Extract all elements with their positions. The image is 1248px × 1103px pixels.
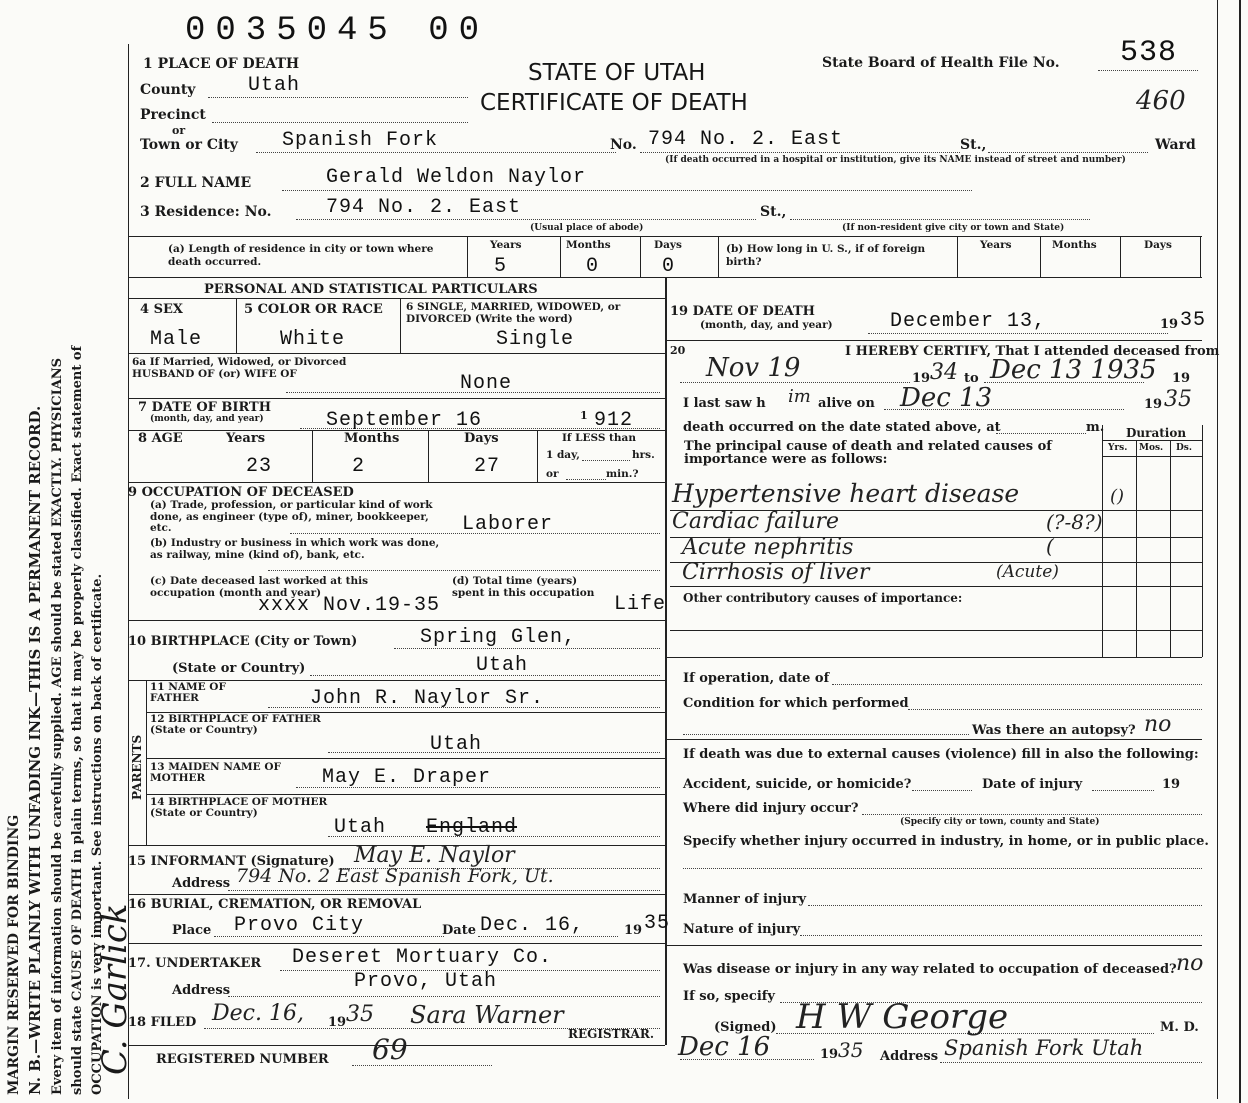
last-saw-year: 35 [1164,387,1192,412]
attended-from-year-prefix: 19 [912,371,931,386]
age-years-header: Years [226,431,266,446]
death-date-label: 19 DATE OF DEATH [670,304,815,319]
county-value: Utah [248,74,301,97]
margin-instructions-line4: OCCUPATION is very important. See instructions on back of certificate. [90,573,105,1095]
father-birthplace-label: 12 BIRTHPLACE OF FATHER (State or Country) [150,713,321,737]
nonresident-note: (If non-resident give city or town and State) [842,223,1065,233]
res-days-header: Days [654,239,682,251]
age-less-label: If LESS than [562,432,636,444]
burial-year-prefix: 19 [624,923,643,938]
age-months-header: Months [344,431,400,446]
margin-instructions-line3: should state CAUSE OF DEATH in plain terms, so that it may be properly classified. Exact statement of [70,345,85,1095]
cause-2-duration: (?-8?) [1046,510,1103,534]
manner-label: Manner of injury [683,892,807,907]
certificate-title: STATE OF UTAH [528,60,706,86]
mother-birthplace-value: Utah [334,816,387,839]
street-st-label: St., [960,137,987,153]
age-days-value: 27 [474,455,501,478]
mother-birthplace-struck: England [426,816,518,839]
county-label: County [140,82,196,98]
margin-instructions-line2: Every item of information should be carefully supplied. AGE should be stated EXACTLY. PHYSICIANS [50,357,65,1095]
race-value: White [280,328,346,351]
us-length-label: (b) How long in U. S., if of foreign birth? [726,243,926,268]
full-name-label: 2 FULL NAME [140,175,252,191]
race-label: 5 COLOR OR RACE [244,302,383,317]
age-min-label: min.? [606,468,639,480]
last-saw-year-prefix: 19 [1144,397,1163,412]
mother-label: 13 MAIDEN NAME OF MOTHER [150,761,281,785]
margin-signature: C. Garlick [95,903,135,1075]
where-note: (Specify city or town, county and State) [900,817,1100,827]
autopsy-value: no [1144,712,1172,737]
registrar-label: REGISTRAR. [568,1027,655,1041]
death-year-prefix: 19 [1160,317,1179,332]
age-or-label: or [546,468,559,480]
occupation-b-label: (b) Industry or business in which work was done, as railway, mine (kind of), bank, etc. [150,537,440,561]
street-no-label: No. [610,137,637,153]
contributory-label: Other contributory causes of importance: [683,591,963,605]
father-value: John R. Naylor Sr. [310,687,545,710]
attended-from: Nov 19 [706,353,801,383]
death-year-value: 35 [1180,309,1207,332]
registered-number-label: REGISTERED NUMBER [156,1052,329,1067]
father-birthplace-value: Utah [430,733,483,756]
birthplace-label: 10 BIRTHPLACE (City or Town) [128,634,358,649]
occupation-heading: 9 OCCUPATION OF DECEASED [128,485,354,500]
marital-label: 6 SINGLE, MARRIED, WIDOWED, or DIVORCED (Write the word) [406,301,621,325]
birth-date-value: September 16 [326,409,483,432]
residence-st-label: St., [760,204,787,220]
occupation-a-label: (a) Trade, profession, or particular kind of work done, as engineer (type of), miner, bookkeeper, etc. [150,499,433,535]
res-days-value: 0 [662,255,676,278]
duration-mos-header: Mos. [1139,443,1164,453]
res-months-header: Months [566,239,611,251]
autopsy-label: Was there an autopsy? [972,723,1136,738]
informant-address: 794 No. 2 East Spanish Fork, Ut. [236,865,554,887]
occurred-m-label: m. [1086,420,1105,435]
filed-year-prefix: 19 [328,1015,347,1030]
age-months-value: 2 [352,455,366,478]
occupation-related-value: no [1176,951,1204,976]
death-date-sub: (month, day, and year) [700,319,833,331]
res-years-header: Years [490,239,522,251]
last-saw-label: I last saw h [683,396,766,411]
sex-label: 4 SEX [140,302,183,317]
cause-3-duration: ( [1046,534,1054,558]
attended-from-year: 34 [930,360,958,385]
injury-date-label: Date of injury [982,777,1083,792]
or-label: or [172,124,186,137]
occupation-d-label: (d) Total time (years) spent in this occupation [452,575,595,599]
occupation-c-label: (c) Date deceased last worked at this occupation (month and year) [150,575,368,599]
occupation-a-value: Laborer [462,513,554,536]
state-file-number: 538 [1120,36,1178,70]
death-date-value: December 13, [890,310,1047,333]
filed-year: 35 [346,1002,374,1027]
burial-place-value: Provo City [234,914,365,937]
cause-4-duration: (Acute) [996,562,1059,582]
age-hrs-label: hrs. [632,449,655,461]
attended-to-year-prefix: 19 [1172,371,1191,386]
residence-length-label: (a) Length of residence in city or town where death occurred. [168,243,434,268]
md-label: M. D. [1160,1020,1199,1035]
serial-number: 0035045 00 [185,12,490,50]
physician-address: Spanish Fork Utah [944,1036,1144,1060]
physician-year: 35 [838,1038,864,1062]
operation-label: If operation, date of [683,671,830,686]
birthplace-state: Utah [476,654,529,677]
state-file-label: State Board of Health File No. [822,55,1060,71]
birth-date-label: 7 DATE OF BIRTH [138,400,272,415]
full-name-value: Gerald Weldon Naylor [326,166,587,189]
last-saw-date: Dec 13 [900,383,993,413]
birth-year-prefix: 1 [580,409,588,422]
father-label: 11 NAME OF FATHER [150,681,226,705]
town-label: Town or City [140,137,238,153]
cause-1: Hypertensive heart disease [672,479,1020,508]
us-years-header: Years [980,239,1012,251]
birthplace-city: Spring Glen, [420,626,577,649]
physician-date: Dec 16 [678,1032,771,1062]
cause-1-duration: () [1110,486,1125,507]
margin-instructions-line1: N. B.—WRITE PLAINLY WITH UNFADING INK—THIS IS A PERMANENT RECORD. [26,405,44,1095]
local-file-number: 460 [1136,86,1186,116]
cause-3: Acute nephritis [682,535,854,560]
us-months-header: Months [1052,239,1097,251]
alive-on-label: alive on [818,396,875,411]
informant-signature: May E. Naylor [354,843,515,868]
place-heading: 1 PLACE OF DEATH [143,56,300,72]
registrar-signature: Sara Warner [410,1001,564,1029]
undertaker-address: Provo, Utah [354,970,498,993]
sex-value: Male [150,328,203,351]
burial-place-label: Place [172,923,212,938]
spouse-value: None [460,372,513,395]
duration-yrs-header: Yrs. [1108,443,1128,453]
age-years-value: 23 [246,455,273,478]
certify-text: I HEREBY CERTIFY, That I attended deceased from [845,344,1220,359]
filed-date: Dec. 16, [212,1001,304,1026]
spouse-label: 6a If Married, Widowed, or Divorced HUSBAND OF (or) WIFE OF [132,356,347,380]
res-months-value: 0 [586,255,600,278]
margin-binding-note: MARGIN RESERVED FOR BINDING [6,814,22,1095]
birth-date-sub: (month, day, and year) [150,414,264,424]
informant-address-label: Address [172,876,231,891]
hospital-note: (If death occurred in a hospital or institution, give its NAME instead of street and number) [665,155,1126,165]
physician-year-prefix: 19 [820,1047,839,1062]
street-value: 794 No. 2. East [648,128,844,151]
where-label: Where did injury occur? [683,801,859,816]
occurred-label: death occurred on the date stated above, at [683,420,1001,435]
res-years-value: 5 [494,255,508,278]
occupation-related-label: Was disease or injury in any way related to occupation of deceased? [683,962,1177,977]
usual-abode-note: (Usual place of abode) [530,223,644,233]
residence-label: 3 Residence: No. [140,204,272,220]
attended-to: Dec 13 1935 [990,355,1157,385]
age-day-label: 1 day, [546,449,580,461]
specify-label: Specify whether injury occurred in industry, in home, or in public place. [683,834,1209,849]
occupation-d-value: Life [614,593,667,616]
burial-date-label: Date [442,923,476,938]
personal-header: PERSONAL AND STATISTICAL PARTICULARS [204,282,538,297]
age-label: 8 AGE [138,431,183,446]
occupation-c-value: xxxx Nov.19-35 [258,594,441,617]
parents-side-label: PARENTS [130,734,144,800]
nature-label: Nature of injury [683,922,801,937]
mother-value: May E. Draper [322,766,492,789]
mother-birthplace-label: 14 BIRTHPLACE OF MOTHER (State or Country) [150,796,328,820]
cause-2: Cardiac failure [672,509,840,534]
undertaker-label: 17. UNDERTAKER [128,956,262,971]
filed-label: 18 FILED [128,1015,197,1030]
marital-value: Single [496,328,575,351]
external-intro: If death was due to external causes (violence) fill in also the following: [683,747,1199,762]
injury-year-prefix: 19 [1162,777,1181,792]
town-value: Spanish Fork [282,129,439,152]
burial-year-value: 35 [644,912,671,935]
if-so-specify-label: If so, specify [683,989,775,1004]
us-days-header: Days [1144,239,1172,251]
duration-header: Duration [1126,426,1187,440]
ward-label: Ward [1155,137,1196,153]
birthplace-state-label: (State or Country) [172,661,306,676]
registered-number-value: 69 [372,1033,408,1066]
signed-label: (Signed) [714,1020,777,1035]
birth-year-value: 912 [594,409,634,432]
cause-label: The principal cause of death and related causes of importance were as follows: [684,439,1052,467]
physician-signature: H W George [796,997,1009,1037]
undertaker-value: Deseret Mortuary Co. [292,946,553,969]
last-saw-pronoun: im [788,386,811,407]
precinct-label: Precinct [140,107,206,123]
age-days-header: Days [464,431,499,446]
informant-label: 15 INFORMANT (Signature) [128,854,335,869]
duration-ds-header: Ds. [1176,443,1193,453]
undertaker-address-label: Address [172,983,231,998]
certify-number: 20 [670,344,686,357]
residence-value: 794 No. 2. East [326,196,522,219]
attended-to-label: to [964,371,979,386]
accident-label: Accident, suicide, or homicide? [683,777,912,792]
certificate-subtitle: CERTIFICATE OF DEATH [480,90,748,116]
cause-4: Cirrhosis of liver [682,560,870,585]
condition-label: Condition for which performed [683,696,909,711]
burial-label: 16 BURIAL, CREMATION, OR REMOVAL [128,897,422,912]
physician-address-label: Address [880,1049,939,1064]
burial-date-value: Dec. 16, [480,914,585,937]
